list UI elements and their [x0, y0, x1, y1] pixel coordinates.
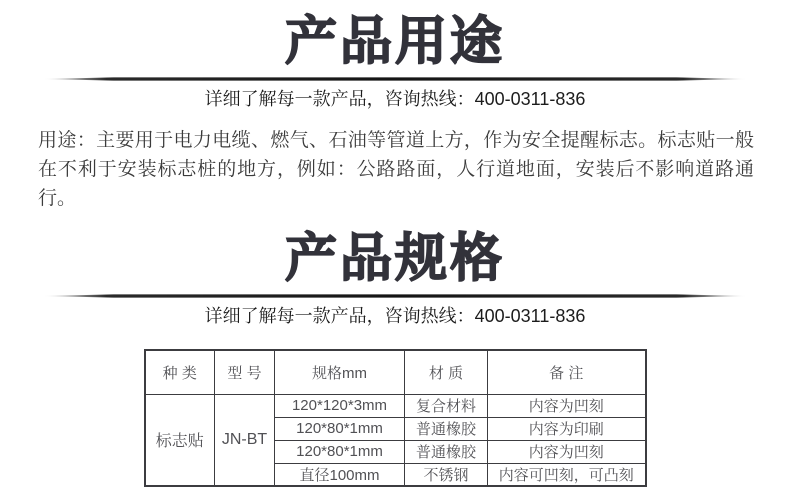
specs-divider	[43, 294, 747, 298]
specs-table	[144, 349, 647, 487]
model-cell: JN-BT	[215, 394, 275, 486]
usage-title: 产品用途	[284, 13, 505, 71]
usage-paragraph: 用途：主要用于电力电缆、燃气、石油等管道上方，作为安全提醒标志。标志贴一般在不利于安装标志桩的地方，例如：公路路面，人行道地面，安装后不影响道路通行。	[38, 130, 754, 209]
note-cell: 内容可凹刻，可凸刻	[488, 463, 646, 486]
header-cell-material: 材 质	[405, 350, 488, 394]
usage-divider	[43, 77, 747, 81]
spec-cell: 直径100mm	[275, 463, 405, 486]
material-cell: 普通橡胶	[405, 417, 488, 440]
usage-hotline: 详细了解每一款产品，咨询热线：400-0311-836	[204, 89, 586, 109]
note-cell: 内容为印刷	[488, 417, 646, 440]
header-cell-spec: 规格mm	[275, 350, 405, 394]
spec-cell: 120*80*1mm	[275, 440, 405, 463]
material-cell: 普通橡胶	[405, 440, 488, 463]
specs-hotline: 详细了解每一款产品，咨询热线：400-0311-836	[204, 306, 586, 326]
category-cell: 标志贴	[145, 394, 215, 486]
specs-title: 产品规格	[284, 230, 505, 288]
material-cell: 不锈钢	[405, 463, 488, 486]
header-cell-note: 备 注	[488, 350, 646, 394]
spec-cell: 120*80*1mm	[275, 417, 405, 440]
table-row	[145, 394, 646, 417]
table-header-row	[145, 350, 646, 394]
spec-cell: 120*120*3mm	[275, 394, 405, 417]
note-cell: 内容为凹刻	[488, 440, 646, 463]
header-cell-model: 型 号	[215, 350, 275, 394]
section-specs	[0, 213, 790, 487]
note-cell: 内容为凹刻	[488, 394, 646, 417]
section-usage	[0, 0, 790, 213]
header-cell-category: 种 类	[145, 350, 215, 394]
material-cell: 复合材料	[405, 394, 488, 417]
